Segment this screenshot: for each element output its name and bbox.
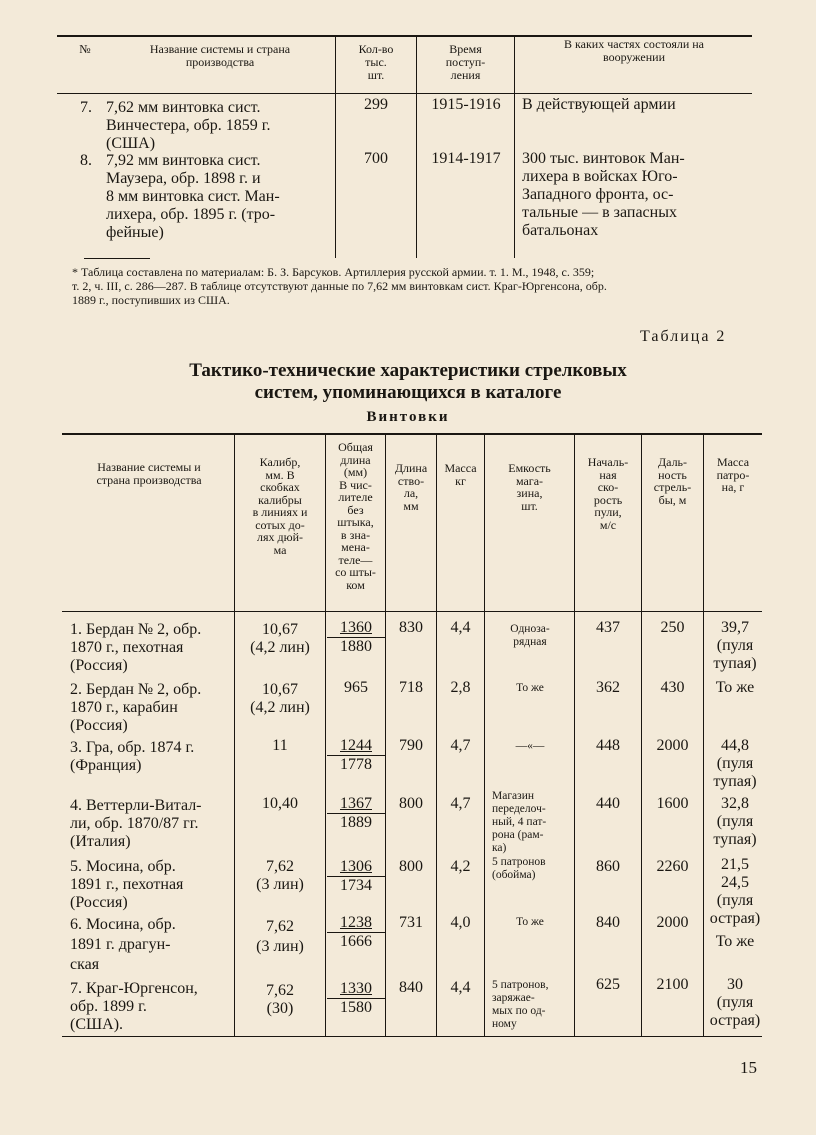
table2-row-barrel: 800	[399, 858, 423, 875]
table1-row-name: 7,62 мм винтовка сист. Винчестера, обр. 1859 г. (США)	[106, 99, 271, 152]
table1-row-qty: 299	[364, 96, 388, 113]
table1-row-where: В действующей армии	[522, 96, 676, 113]
table2-row-mass: 4,2	[450, 858, 471, 875]
table2-row-mass: 4,0	[450, 914, 471, 931]
table2-row-range: 2260	[656, 858, 689, 875]
table2-row-mass: 4,7	[450, 795, 471, 812]
table2-row-mass: 4,4	[450, 619, 471, 636]
table2-row-barrel: 718	[399, 679, 423, 696]
table2-row-cartridge: 32,8 (пуля тупая)	[713, 795, 757, 848]
footnote: * Таблица составлена по материалам: Б. З. Барсуков. Артиллерия русской армии. т. 1. М., 1948, с. 359; т. 2, ч. III, с. 286—287. В таблице отсутствуют данные по 7,62 мм винтовкам сист. Краг-Юргенсона, обр. 1889 г., поступивших из США.	[72, 265, 607, 307]
length-with-bayonet: 1666	[327, 932, 385, 951]
length-without-bayonet: 1360	[340, 619, 372, 636]
table2-row-range: 2100	[656, 976, 689, 993]
table2-row-caliber: 11	[272, 737, 288, 754]
table2-row-velocity: 437	[596, 619, 620, 636]
length-without-bayonet: 1367	[340, 795, 372, 812]
table2-header-rule	[62, 611, 762, 612]
length-without-bayonet: 1238	[340, 914, 372, 931]
table2-header-cartridge: Масса патро- на, г	[716, 455, 750, 494]
table2-row-length: 965	[344, 679, 368, 696]
table2-row-caliber: 7,62 (3 лин)	[256, 918, 304, 955]
table2-row-velocity: 840	[596, 914, 620, 931]
table2-header-range: Даль- ность стрель- бы, м	[653, 455, 692, 507]
table1-header-rule	[57, 93, 752, 94]
table2-bottom-rule	[62, 1036, 762, 1037]
table2-header-length: Общая длина (мм) В чис- лителе без штыка, в зна- мена- теле— со шты- ком	[335, 440, 376, 592]
table2-row-capacity: То же	[516, 682, 544, 694]
table2-row-barrel: 840	[399, 979, 423, 996]
table2-header-name: Название системы и страна производства	[96, 460, 202, 487]
table2-label: Таблица 2	[640, 328, 727, 345]
table1-row-where: 300 тыс. винтовок Ман- лихера в войсках Юго- Западного фронта, ос- тальные — в запасных батальонах	[522, 150, 685, 239]
table2-row-name: 7. Краг-Юргенсон, обр. 1899 г. (США).	[70, 980, 198, 1033]
table2-row-capacity: 5 патронов, заряжае- мых по од- ному	[492, 979, 549, 1030]
length-with-bayonet: 1580	[327, 998, 385, 1017]
table2-row-caliber: 10,67 (4,2 лин)	[250, 681, 310, 716]
table2-row-velocity: 362	[596, 679, 620, 696]
table2-row-mass: 4,4	[450, 979, 471, 996]
table2-row-caliber: 7,62 (3 лин)	[256, 858, 304, 893]
table2-row-name: 6. Мосина, обр. 1891 г. драгун- ская	[70, 916, 176, 973]
table2-row-velocity: 625	[596, 976, 620, 993]
table2-row-capacity: 5 патронов (обойма)	[492, 856, 546, 881]
table2-row-barrel: 731	[399, 914, 423, 931]
table2-row-cartridge: 39,7 (пуля тупая)	[713, 619, 757, 672]
table2-row-name: 1. Бердан № 2, обр. 1870 г., пехотная (Россия)	[70, 621, 202, 674]
table2-row-name: 5. Мосина, обр. 1891 г., пехотная (Россия)	[70, 858, 184, 911]
table2-row-velocity: 440	[596, 795, 620, 812]
table1-header-num: №	[79, 42, 91, 56]
table2-row-cartridge: 30 (пуля острая)	[709, 976, 761, 1029]
table2-row-range: 430	[660, 679, 685, 696]
table2-row-length	[327, 914, 385, 951]
table2-top-rule	[62, 433, 762, 435]
table1-row-time: 1914-1917	[431, 150, 501, 167]
length-with-bayonet: 1880	[327, 637, 385, 656]
table2-row-length	[327, 858, 385, 895]
table2-row-velocity: 448	[596, 737, 620, 754]
table2-row-range: 1600	[656, 795, 689, 812]
table1-header-time: Время поступ- ления	[445, 42, 486, 82]
length-without-bayonet: 1330	[340, 980, 372, 997]
table2-row-length	[327, 795, 385, 832]
table2-row-range: 250	[660, 619, 685, 636]
table1-header-name: Название системы и страна производства	[149, 42, 291, 69]
table2-row-cartridge: 44,8 (пуля тупая)	[713, 737, 757, 790]
length-without-bayonet: 1306	[340, 858, 372, 875]
table2-row-barrel: 830	[399, 619, 423, 636]
length-with-bayonet: 1778	[327, 755, 385, 774]
table1-row-num: 8.	[80, 152, 92, 169]
table2-row-caliber: 10,67 (4,2 лин)	[250, 621, 310, 656]
table2-row-mass: 4,7	[450, 737, 471, 754]
table2-row-length	[327, 619, 385, 656]
table2-row-name: 4. Веттерли-Витал- ли, обр. 1870/87 гг. (Италия)	[70, 797, 202, 850]
table2-row-cartridge: То же	[715, 933, 755, 950]
table2-row-caliber: 10,40	[262, 795, 298, 812]
table2-row-cartridge: То же	[715, 679, 755, 696]
table1-header-qty: Кол-во тыс. шт.	[358, 42, 394, 82]
table1-row-name: 7,92 мм винтовка сист. Маузера, обр. 1898 г. и 8 мм винтовка сист. Ман- лихера, обр. 1895 г. (тро- фейные)	[106, 152, 280, 241]
table2-subtitle: Винтовки	[366, 409, 450, 425]
table2-row-capacity: —«—	[515, 740, 545, 752]
table2-row-length	[327, 737, 385, 774]
table1-header-where: В каких частях состояли на вооружении	[563, 37, 704, 64]
table2-row-range: 2000	[656, 914, 689, 931]
table2-header-velocity: Началь- ная ско- рость пули, м/с	[587, 455, 629, 532]
table2-row-cartridge: 21,5 24,5 (пуля острая)	[709, 856, 761, 927]
table2-row-barrel: 790	[399, 737, 423, 754]
table2-row-name: 2. Бердан № 2, обр. 1870 г., карабин (Россия)	[70, 681, 202, 734]
table2-row-name: 3. Гра, обр. 1874 г. (Франция)	[70, 739, 195, 774]
length-with-bayonet: 1889	[327, 813, 385, 832]
table2-row-velocity: 860	[596, 858, 620, 875]
length-without-bayonet: 1244	[340, 737, 372, 754]
table2-header-barrel: Длина ство- ла, мм	[394, 461, 428, 513]
table2-row-range: 2000	[656, 737, 689, 754]
page-number: 15	[740, 1058, 757, 1077]
table2-row-capacity: Магазин переделоч- ный, 4 пат- рона (рам- ка)	[492, 790, 547, 854]
table1-row-qty: 700	[364, 150, 388, 167]
table1-row-time: 1915-1916	[431, 96, 501, 113]
table2-row-mass: 2,8	[450, 679, 471, 696]
length-with-bayonet: 1734	[327, 876, 385, 895]
table2-header-mass: Масса кг	[444, 461, 477, 488]
table2-row-length	[327, 980, 385, 1017]
footnote-rule	[84, 258, 150, 259]
table2-title: Тактико-технические характеристики стрелковых систем, упоминающихся в каталоге	[189, 360, 627, 403]
table2-row-barrel: 800	[399, 795, 423, 812]
table2-row-capacity: То же	[516, 916, 544, 928]
table2-header-capacity: Емкость мага- зина, шт.	[508, 461, 551, 513]
table2-row-caliber: 7,62 (30)	[266, 982, 294, 1017]
table2-row-capacity: Одноза- рядная	[510, 623, 550, 648]
table1-row-num: 7.	[80, 99, 92, 116]
table2-header-caliber: Калибр, мм. В скобках калибры в линиях и сотых до- лях дюй- ма	[252, 455, 308, 557]
